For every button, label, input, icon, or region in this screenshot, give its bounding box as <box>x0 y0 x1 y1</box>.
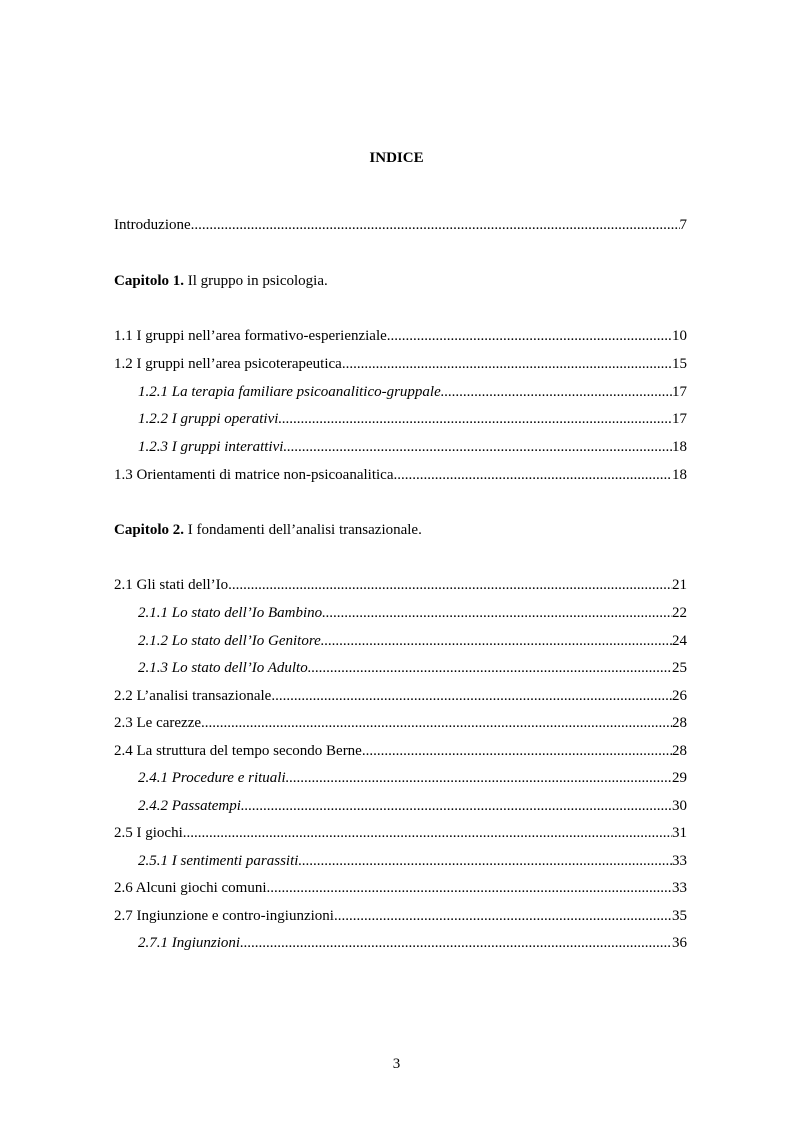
toc-entry <box>114 686 687 706</box>
toc-entry <box>114 326 687 346</box>
toc-entry <box>114 354 687 374</box>
toc-entry-label: 1.2 I gruppi nell’area psicoterapeutica <box>114 356 342 372</box>
toc-entry-label: 2.3 Le carezze <box>114 715 202 731</box>
toc-entry-page: 28 <box>672 743 687 759</box>
toc-entry-page: 17 <box>672 411 687 427</box>
toc-entry-page: 10 <box>672 328 687 344</box>
chapter-heading-2 <box>114 520 422 540</box>
toc-entry-label: 2.6 Alcuni giochi comuni <box>114 880 267 896</box>
toc-entry-page: 15 <box>672 356 687 372</box>
toc-leader-dots <box>191 215 680 235</box>
toc-entry <box>114 741 687 761</box>
toc-entry-page: 7 <box>679 217 687 233</box>
toc-entry-label: 1.1 I gruppi nell’area formativo-esperienziale <box>114 328 387 344</box>
page-number: 3 <box>392 1056 401 1072</box>
toc-entry-introduzione <box>114 215 687 235</box>
toc-subentry <box>138 631 687 651</box>
toc-entry-label: 2.1 Gli stati dell’Io <box>114 577 229 593</box>
toc-leader-dots <box>362 741 672 761</box>
toc-entry-label: 2.1.1 Lo stato dell’Io Bambino <box>138 605 323 621</box>
toc-leader-dots <box>240 933 672 953</box>
toc-leader-dots <box>387 326 672 346</box>
toc-entry-page: 17 <box>672 384 687 400</box>
toc-entry-page: 21 <box>672 577 687 593</box>
toc-entry-page: 26 <box>672 688 687 704</box>
toc-entry-page: 31 <box>672 825 687 841</box>
toc-subentry <box>138 409 687 429</box>
toc-entry-page: 24 <box>672 633 687 649</box>
chapter-number: Capitolo 2. <box>114 522 185 538</box>
toc-leader-dots <box>342 354 672 374</box>
toc-entry <box>114 906 687 926</box>
toc-leader-dots <box>245 796 672 816</box>
chapter-number: Capitolo 1. <box>114 273 185 289</box>
toc-subentry <box>138 768 687 788</box>
toc-leader-dots <box>308 658 672 678</box>
toc-leader-dots <box>287 437 672 457</box>
toc-entry <box>114 713 687 733</box>
toc-subentry <box>138 851 687 871</box>
toc-leader-dots <box>445 382 672 402</box>
toc-subentry <box>138 658 687 678</box>
toc-entry-label: 2.5 I giochi <box>114 825 183 841</box>
toc-entry-label: 2.7 Ingiunzione e contro-ingiunzioni <box>114 908 334 924</box>
toc-leader-dots <box>289 768 672 788</box>
toc-leader-dots <box>302 851 672 871</box>
toc-entry-label: 2.4.1 Procedure e rituali. <box>138 770 290 786</box>
chapter-title: I fondamenti dell’analisi transazionale. <box>184 522 422 538</box>
toc-entry-label: 1.2.3 I gruppi interattivi. <box>138 439 288 455</box>
toc-subentry <box>138 603 687 623</box>
toc-leader-dots <box>266 878 672 898</box>
toc-entry-label: 2.2 L’analisi transazionale <box>114 688 272 704</box>
toc-entry-page: 25 <box>672 660 687 676</box>
toc-entry-page: 36 <box>672 935 687 951</box>
toc-leader-dots <box>183 823 672 843</box>
toc-entry-label: 2.4.2 Passatempi. <box>138 798 245 814</box>
toc-entry-label: 2.7.1 Ingiunzioni <box>138 935 241 951</box>
toc-entry-page: 30 <box>672 798 687 814</box>
toc-entry-page: 22 <box>672 605 687 621</box>
toc-entry-page: 33 <box>672 880 687 896</box>
toc-entry-page: 28 <box>672 715 687 731</box>
chapter-heading-1 <box>114 271 328 291</box>
page-title: INDICE <box>369 150 424 166</box>
toc-leader-dots <box>321 631 672 651</box>
toc-entry <box>114 823 687 843</box>
toc-entry-page: 18 <box>672 439 687 455</box>
toc-subentry <box>138 437 687 457</box>
chapter-title: Il gruppo in psicologia. <box>184 273 328 289</box>
toc-entry-page: 18 <box>672 467 687 483</box>
toc-leader-dots <box>228 575 672 595</box>
toc-entry-label: 1.2.2 I gruppi operativi. <box>138 411 283 427</box>
toc-entry <box>114 465 687 485</box>
toc-entry-label: Introduzione <box>114 217 191 233</box>
toc-entry-label: 2.4 La struttura del tempo secondo Berne <box>114 743 362 759</box>
toc-entry-label: 1.2.1 La terapia familiare psicoanalitico-gruppale. <box>138 384 445 400</box>
toc-leader-dots <box>282 409 672 429</box>
toc-entry-page: 33 <box>672 853 687 869</box>
toc-leader-dots <box>322 603 672 623</box>
toc-entry-label: 2.5.1 I sentimenti parassiti. <box>138 853 303 869</box>
toc-entry-label: 2.1.2 Lo stato dell’Io Genitore <box>138 633 321 649</box>
toc-leader-dots <box>271 686 672 706</box>
toc-leader-dots <box>201 713 672 733</box>
toc-entry-label: 1.3 Orientamenti di matrice non-psicoanalitica <box>114 467 394 483</box>
toc-entry <box>114 575 687 595</box>
toc-entry-page: 29 <box>672 770 687 786</box>
toc-leader-dots <box>334 906 672 926</box>
toc-entry-page: 35 <box>672 908 687 924</box>
toc-subentry <box>138 796 687 816</box>
toc-subentry <box>138 382 687 402</box>
toc-subentry <box>138 933 687 953</box>
toc-entry-label: 2.1.3 Lo stato dell’Io Adulto <box>138 660 308 676</box>
toc-entry <box>114 878 687 898</box>
toc-leader-dots <box>394 465 673 485</box>
